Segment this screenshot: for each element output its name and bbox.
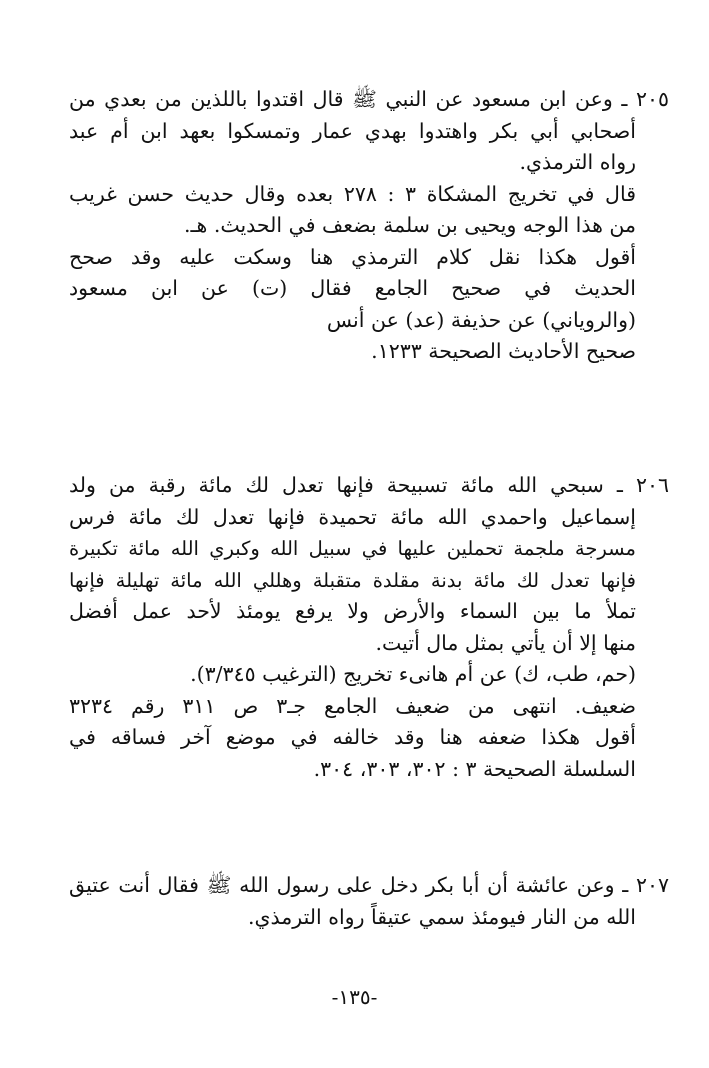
text-line: ٢٠٧ ـ وعن عائشة أن أبا بكر دخل على رسول الله ﷺ فقال أنت عتيق <box>69 873 669 897</box>
text-line: ٢٠٥ ـ وعن ابن مسعود عن النبي ﷺ قال اقتدوا باللذين من بعدي من <box>69 87 669 111</box>
text-line: صحيح الأحاديث الصحيحة ١٢٣٣. <box>371 339 636 363</box>
text-line: أقول هكذا نقل كلام الترمذي هنا وسكت عليه وقد صحح <box>69 244 636 269</box>
page-number: -١٣٥- <box>331 985 378 1009</box>
text-line: (والروياني) عن حذيفة (عد) عن أنس <box>326 307 636 332</box>
text-line: أصحابي أبي بكر واهتدوا بهدي عمار وتمسكوا بعهد ابن أم عبد <box>69 118 636 143</box>
text-line: رواه الترمذي. <box>519 150 636 174</box>
text-line: الحديث في صحيح الجامع فقال (ت) عن ابن مسعود <box>69 276 636 300</box>
text-line: منها إلا أن يأتي بمثل مال أتيت. <box>375 630 636 655</box>
hadith-entry-206 <box>69 470 669 785</box>
text-line: تملأ ما بين السماء والأرض ولا يرفع يومئذ لأحد عمل أفضل <box>69 599 636 623</box>
text-line: ٢٠٦ ـ سبحي الله مائة تسبيحة فإنها تعدل لك مائة رقبة من ولد <box>69 473 669 497</box>
text-line: قال في تخريج المشكاة ٣ : ٢٧٨ بعده وقال حديث حسن غريب <box>69 181 637 206</box>
hadith-entry-207 <box>69 870 669 933</box>
text-line: الله من النار فيومئذ سمي عتيقاً رواه الترمذي. <box>247 904 636 929</box>
text-line: من هذا الوجه ويحيى بن سلمة بضعف في الحديث. هـ. <box>183 213 636 237</box>
text-line: إسماعيل واحمدي الله مائة تحميدة فإنها تعدل لك مائة فرس <box>69 504 636 529</box>
text-line: فإنها تعدل لك مائة بدنة مقلدة متقبلة وهللي الله مائة تهليلة فإنها <box>69 568 636 592</box>
text-line: ضعيف. انتهى من ضعيف الجامع جـ٣ ص ٣١١ رقم ٣٢٣٤ <box>69 693 636 718</box>
text-line: أقول هكذا ضعفه هنا وقد خالفه في موضع آخر فساقه في <box>69 725 636 749</box>
text-line: (حم، طب، ك) عن أم هانىء تخريج (الترغيب ٣/٣٤٥). <box>190 662 636 686</box>
text-line: السلسلة الصحيحة ٣ : ٣٠٢، ٣٠٣، ٣٠٤. <box>313 756 636 781</box>
text-line: مسرجة ملجمة تحملين عليها في سبيل الله وكبري الله مائة تكبيرة <box>69 537 636 560</box>
hadith-entry-205 <box>69 84 669 368</box>
